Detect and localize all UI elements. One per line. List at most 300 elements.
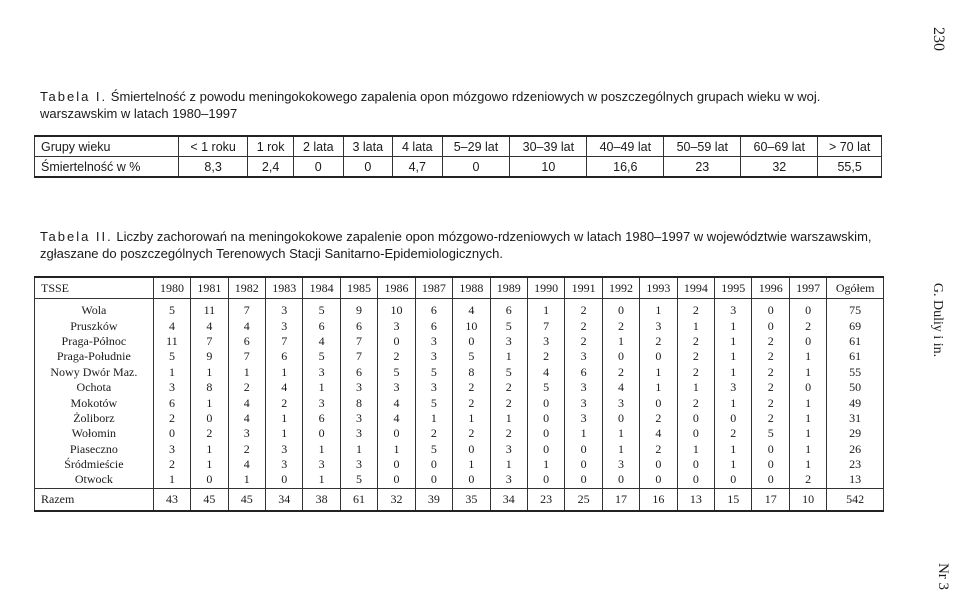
count-cell: 6 — [340, 365, 377, 380]
count-cell: 2 — [677, 349, 714, 364]
count-cell: 0 — [602, 349, 639, 364]
count-cell: 0 — [752, 299, 789, 319]
incidence-table — [34, 276, 884, 512]
count-cell: 2 — [228, 442, 265, 457]
table2-caption — [40, 228, 900, 262]
count-cell: 0 — [453, 442, 490, 457]
count-cell: 7 — [266, 334, 303, 349]
count-cell: 1 — [527, 457, 564, 472]
table-row — [35, 334, 884, 349]
count-cell: 0 — [752, 318, 789, 333]
count-cell: 5 — [415, 442, 452, 457]
count-cell: 3 — [415, 380, 452, 395]
total-cell: 542 — [827, 488, 884, 511]
count-cell: 2 — [752, 365, 789, 380]
total-cell: 34 — [490, 488, 527, 511]
mortality-cell: 16,6 — [587, 157, 664, 178]
count-cell: 3 — [565, 380, 602, 395]
mortality-cell: 0 — [442, 157, 510, 178]
count-cell: 61 — [827, 334, 884, 349]
count-cell: 5 — [415, 395, 452, 410]
count-cell: 6 — [303, 411, 340, 426]
count-cell: 0 — [752, 457, 789, 472]
year-header: 1980 — [153, 277, 190, 299]
count-cell: 1 — [266, 411, 303, 426]
incidence-body — [35, 299, 884, 489]
total-cell: 25 — [565, 488, 602, 511]
count-cell: 3 — [640, 318, 677, 333]
count-cell: 0 — [640, 472, 677, 488]
count-cell: 3 — [602, 395, 639, 410]
count-cell: 2 — [752, 411, 789, 426]
count-cell: 5 — [378, 365, 415, 380]
count-cell: 2 — [677, 365, 714, 380]
count-cell: 0 — [752, 442, 789, 457]
count-cell: 2 — [640, 411, 677, 426]
count-cell: 1 — [191, 457, 228, 472]
count-cell: 3 — [340, 411, 377, 426]
station-name: Praga-Północ — [35, 334, 154, 349]
table-row — [35, 442, 884, 457]
count-cell: 1 — [453, 411, 490, 426]
count-cell: 0 — [378, 334, 415, 349]
total-cell: 35 — [453, 488, 490, 511]
row-header-age-groups: Grupy wieku — [35, 136, 179, 157]
count-cell: 0 — [191, 472, 228, 488]
count-cell: 0 — [677, 411, 714, 426]
table-row — [35, 411, 884, 426]
row-header-mortality: Śmiertelność w % — [35, 157, 179, 178]
count-cell: 0 — [527, 442, 564, 457]
mortality-cell: 23 — [664, 157, 741, 178]
table1-caption-lead: Tabela I. — [40, 89, 108, 104]
year-header: 1990 — [527, 277, 564, 299]
count-cell: 1 — [789, 426, 826, 441]
count-cell: 31 — [827, 411, 884, 426]
count-cell: 0 — [789, 334, 826, 349]
count-cell: 4 — [303, 334, 340, 349]
year-header: 1997 — [789, 277, 826, 299]
count-cell: 4 — [153, 318, 190, 333]
count-cell: 7 — [340, 349, 377, 364]
mortality-cell: 32 — [741, 157, 818, 178]
year-header: 1993 — [640, 277, 677, 299]
count-cell: 8 — [340, 395, 377, 410]
count-cell: 0 — [602, 411, 639, 426]
year-header: 1982 — [228, 277, 265, 299]
count-cell: 1 — [303, 472, 340, 488]
count-cell: 9 — [340, 299, 377, 319]
count-cell: 3 — [527, 334, 564, 349]
age-group-cell: > 70 lat — [818, 136, 882, 157]
count-cell: 7 — [191, 334, 228, 349]
count-cell: 1 — [153, 365, 190, 380]
count-cell: 55 — [827, 365, 884, 380]
count-cell: 3 — [565, 349, 602, 364]
count-cell: 1 — [789, 349, 826, 364]
total-cell: 10 — [789, 488, 826, 511]
year-header: 1995 — [715, 277, 752, 299]
count-cell: 1 — [715, 442, 752, 457]
count-cell: 4 — [266, 380, 303, 395]
table-row — [35, 395, 884, 410]
age-group-cell: 30–39 lat — [510, 136, 587, 157]
count-cell: 1 — [191, 395, 228, 410]
year-header: 1987 — [415, 277, 452, 299]
count-cell: 0 — [527, 395, 564, 410]
count-cell: 1 — [266, 365, 303, 380]
total-cell: 32 — [378, 488, 415, 511]
mortality-row — [35, 157, 882, 178]
year-header: 1985 — [340, 277, 377, 299]
count-cell: 2 — [752, 334, 789, 349]
count-cell: 5 — [303, 349, 340, 364]
count-cell: 4 — [602, 380, 639, 395]
count-cell: 13 — [827, 472, 884, 488]
count-cell: 10 — [378, 299, 415, 319]
count-cell: 2 — [378, 349, 415, 364]
count-cell: 0 — [602, 299, 639, 319]
count-cell: 0 — [640, 349, 677, 364]
count-cell: 0 — [715, 411, 752, 426]
count-cell: 3 — [340, 457, 377, 472]
count-cell: 1 — [715, 349, 752, 364]
count-cell: 2 — [565, 299, 602, 319]
count-cell: 5 — [153, 299, 190, 319]
count-cell: 50 — [827, 380, 884, 395]
total-label: Razem — [35, 488, 154, 511]
count-cell: 9 — [191, 349, 228, 364]
count-cell: 1 — [266, 426, 303, 441]
station-name: Pruszków — [35, 318, 154, 333]
count-cell: 3 — [490, 472, 527, 488]
total-cell: 17 — [602, 488, 639, 511]
table2-caption-lead: Tabela II. — [40, 229, 113, 244]
count-cell: 2 — [752, 349, 789, 364]
age-group-cell: 1 rok — [248, 136, 294, 157]
count-cell: 6 — [340, 318, 377, 333]
station-name: Piaseczno — [35, 442, 154, 457]
count-cell: 2 — [266, 395, 303, 410]
total-cell: 43 — [153, 488, 190, 511]
age-group-cell: < 1 roku — [179, 136, 248, 157]
age-group-cell: 2 lata — [294, 136, 344, 157]
count-cell: 29 — [827, 426, 884, 441]
count-cell: 1 — [602, 426, 639, 441]
mortality-cell: 2,4 — [248, 157, 294, 178]
count-cell: 0 — [602, 472, 639, 488]
page-number: 230 — [930, 27, 947, 51]
count-cell: 2 — [752, 395, 789, 410]
count-cell: 2 — [490, 380, 527, 395]
station-name: Nowy Dwór Maz. — [35, 365, 154, 380]
count-cell: 1 — [153, 472, 190, 488]
count-cell: 75 — [827, 299, 884, 319]
count-cell: 1 — [677, 318, 714, 333]
count-cell: 0 — [640, 395, 677, 410]
total-cell: 39 — [415, 488, 452, 511]
count-cell: 0 — [453, 472, 490, 488]
count-cell: 0 — [153, 426, 190, 441]
count-cell: 1 — [303, 380, 340, 395]
count-cell: 1 — [715, 365, 752, 380]
count-cell: 3 — [340, 426, 377, 441]
count-cell: 2 — [228, 380, 265, 395]
total-cell: 17 — [752, 488, 789, 511]
count-cell: 3 — [378, 380, 415, 395]
count-cell: 26 — [827, 442, 884, 457]
total-cell: 45 — [191, 488, 228, 511]
count-cell: 6 — [303, 318, 340, 333]
count-cell: 2 — [565, 334, 602, 349]
total-header: Ogółem — [827, 277, 884, 299]
count-cell: 2 — [602, 365, 639, 380]
count-cell: 6 — [228, 334, 265, 349]
count-cell: 1 — [602, 334, 639, 349]
count-cell: 0 — [527, 426, 564, 441]
count-cell: 0 — [565, 457, 602, 472]
count-cell: 3 — [228, 426, 265, 441]
age-group-cell: 40–49 lat — [587, 136, 664, 157]
total-cell: 13 — [677, 488, 714, 511]
running-head-author: G. Duliy i in. — [929, 282, 945, 358]
count-cell: 1 — [228, 365, 265, 380]
count-cell: 2 — [752, 380, 789, 395]
count-cell: 0 — [789, 299, 826, 319]
table-row — [35, 299, 884, 319]
mortality-cell: 55,5 — [818, 157, 882, 178]
count-cell: 4 — [640, 426, 677, 441]
count-cell: 2 — [153, 411, 190, 426]
year-header: 1994 — [677, 277, 714, 299]
count-cell: 3 — [153, 442, 190, 457]
count-cell: 1 — [191, 442, 228, 457]
count-cell: 2 — [191, 426, 228, 441]
count-cell: 1 — [677, 380, 714, 395]
table-row — [35, 457, 884, 472]
count-cell: 1 — [715, 395, 752, 410]
count-cell: 2 — [677, 334, 714, 349]
age-group-row — [35, 136, 882, 157]
year-header: 1988 — [453, 277, 490, 299]
table-row — [35, 318, 884, 333]
total-cell: 61 — [340, 488, 377, 511]
count-cell: 5 — [527, 380, 564, 395]
count-cell: 0 — [677, 457, 714, 472]
mortality-cell: 4,7 — [393, 157, 443, 178]
count-cell: 1 — [340, 442, 377, 457]
count-cell: 1 — [715, 457, 752, 472]
count-cell: 1 — [789, 457, 826, 472]
count-cell: 6 — [415, 318, 452, 333]
count-cell: 3 — [565, 411, 602, 426]
count-cell: 5 — [303, 299, 340, 319]
year-header: 1989 — [490, 277, 527, 299]
table1-caption — [40, 88, 890, 122]
count-cell: 2 — [453, 380, 490, 395]
count-cell: 0 — [789, 380, 826, 395]
count-cell: 1 — [565, 426, 602, 441]
count-cell: 3 — [303, 395, 340, 410]
count-cell: 0 — [378, 426, 415, 441]
count-cell: 3 — [378, 318, 415, 333]
count-cell: 2 — [640, 442, 677, 457]
year-header: 1983 — [266, 277, 303, 299]
count-cell: 0 — [677, 426, 714, 441]
count-cell: 6 — [266, 349, 303, 364]
count-cell: 0 — [565, 442, 602, 457]
count-cell: 11 — [153, 334, 190, 349]
total-row — [35, 488, 884, 511]
count-cell: 1 — [228, 472, 265, 488]
count-cell: 0 — [640, 457, 677, 472]
count-cell: 4 — [453, 299, 490, 319]
count-cell: 1 — [191, 365, 228, 380]
count-cell: 1 — [415, 411, 452, 426]
incidence-header-row — [35, 277, 884, 299]
count-cell: 2 — [453, 426, 490, 441]
count-cell: 3 — [490, 334, 527, 349]
year-header: 1986 — [378, 277, 415, 299]
count-cell: 69 — [827, 318, 884, 333]
count-cell: 0 — [527, 472, 564, 488]
count-cell: 8 — [453, 365, 490, 380]
count-cell: 0 — [415, 472, 452, 488]
count-cell: 5 — [340, 472, 377, 488]
count-cell: 3 — [565, 395, 602, 410]
count-cell: 3 — [153, 380, 190, 395]
count-cell: 6 — [415, 299, 452, 319]
count-cell: 5 — [415, 365, 452, 380]
total-cell: 45 — [228, 488, 265, 511]
count-cell: 3 — [266, 318, 303, 333]
count-cell: 3 — [266, 457, 303, 472]
count-cell: 3 — [715, 380, 752, 395]
count-cell: 5 — [453, 349, 490, 364]
count-cell: 7 — [527, 318, 564, 333]
count-cell: 1 — [789, 395, 826, 410]
count-cell: 1 — [303, 442, 340, 457]
count-cell: 1 — [640, 380, 677, 395]
mortality-cell: 10 — [510, 157, 587, 178]
issue-number: Nr 3 — [934, 562, 951, 591]
year-header: 1992 — [602, 277, 639, 299]
count-cell: 1 — [789, 365, 826, 380]
incidence-total — [35, 488, 884, 511]
count-cell: 5 — [490, 365, 527, 380]
count-cell: 4 — [228, 395, 265, 410]
total-cell: 15 — [715, 488, 752, 511]
count-cell: 1 — [490, 349, 527, 364]
year-header: 1984 — [303, 277, 340, 299]
count-cell: 1 — [715, 318, 752, 333]
year-header: 1996 — [752, 277, 789, 299]
table-row — [35, 426, 884, 441]
station-name: Śródmieście — [35, 457, 154, 472]
count-cell: 2 — [565, 318, 602, 333]
count-cell: 61 — [827, 349, 884, 364]
table-row — [35, 380, 884, 395]
count-cell: 2 — [153, 457, 190, 472]
count-cell: 2 — [453, 395, 490, 410]
count-cell: 0 — [303, 426, 340, 441]
count-cell: 2 — [677, 299, 714, 319]
count-cell: 5 — [752, 426, 789, 441]
count-cell: 1 — [527, 299, 564, 319]
station-name: Otwock — [35, 472, 154, 488]
count-cell: 1 — [453, 457, 490, 472]
count-cell: 7 — [228, 299, 265, 319]
count-cell: 2 — [490, 426, 527, 441]
count-cell: 4 — [228, 411, 265, 426]
count-cell: 10 — [453, 318, 490, 333]
age-group-cell: 5–29 lat — [442, 136, 510, 157]
mortality-table — [34, 135, 882, 178]
count-cell: 3 — [490, 442, 527, 457]
age-group-cell: 4 lata — [393, 136, 443, 157]
age-group-cell: 3 lata — [343, 136, 393, 157]
count-cell: 0 — [378, 457, 415, 472]
count-cell: 0 — [565, 472, 602, 488]
table-row — [35, 472, 884, 488]
count-cell: 11 — [191, 299, 228, 319]
count-cell: 49 — [827, 395, 884, 410]
count-cell: 0 — [415, 457, 452, 472]
count-cell: 3 — [415, 349, 452, 364]
count-cell: 0 — [677, 472, 714, 488]
count-cell: 0 — [266, 472, 303, 488]
mortality-cell: 0 — [294, 157, 344, 178]
count-cell: 1 — [378, 442, 415, 457]
count-cell: 0 — [527, 411, 564, 426]
station-name: Żoliborz — [35, 411, 154, 426]
count-cell: 3 — [266, 442, 303, 457]
count-cell: 2 — [415, 426, 452, 441]
count-cell: 2 — [640, 334, 677, 349]
count-cell: 1 — [640, 365, 677, 380]
total-cell: 16 — [640, 488, 677, 511]
table1-caption-text: Śmiertelność z powodu meningokokowego zapalenia opon mózgowo rdzeniowych w poszczególnych grupach wieku w woj. warszawskim w latach 1980–1997 — [40, 89, 821, 121]
count-cell: 1 — [789, 442, 826, 457]
count-cell: 1 — [640, 299, 677, 319]
count-cell: 4 — [191, 318, 228, 333]
count-cell: 1 — [789, 411, 826, 426]
station-name: Mokotów — [35, 395, 154, 410]
table-row — [35, 349, 884, 364]
count-cell: 1 — [677, 442, 714, 457]
table-row — [35, 365, 884, 380]
count-cell: 4 — [378, 395, 415, 410]
count-cell: 2 — [789, 472, 826, 488]
age-group-cell: 60–69 lat — [741, 136, 818, 157]
tsse-header: TSSE — [35, 277, 154, 299]
count-cell: 5 — [153, 349, 190, 364]
count-cell: 3 — [340, 380, 377, 395]
total-cell: 23 — [527, 488, 564, 511]
count-cell: 5 — [490, 318, 527, 333]
count-cell: 6 — [153, 395, 190, 410]
count-cell: 0 — [191, 411, 228, 426]
count-cell: 2 — [602, 318, 639, 333]
count-cell: 2 — [677, 395, 714, 410]
count-cell: 7 — [340, 334, 377, 349]
station-name: Praga-Południe — [35, 349, 154, 364]
year-header: 1981 — [191, 277, 228, 299]
station-name: Wołomin — [35, 426, 154, 441]
total-cell: 38 — [303, 488, 340, 511]
count-cell: 3 — [715, 299, 752, 319]
count-cell: 3 — [266, 299, 303, 319]
